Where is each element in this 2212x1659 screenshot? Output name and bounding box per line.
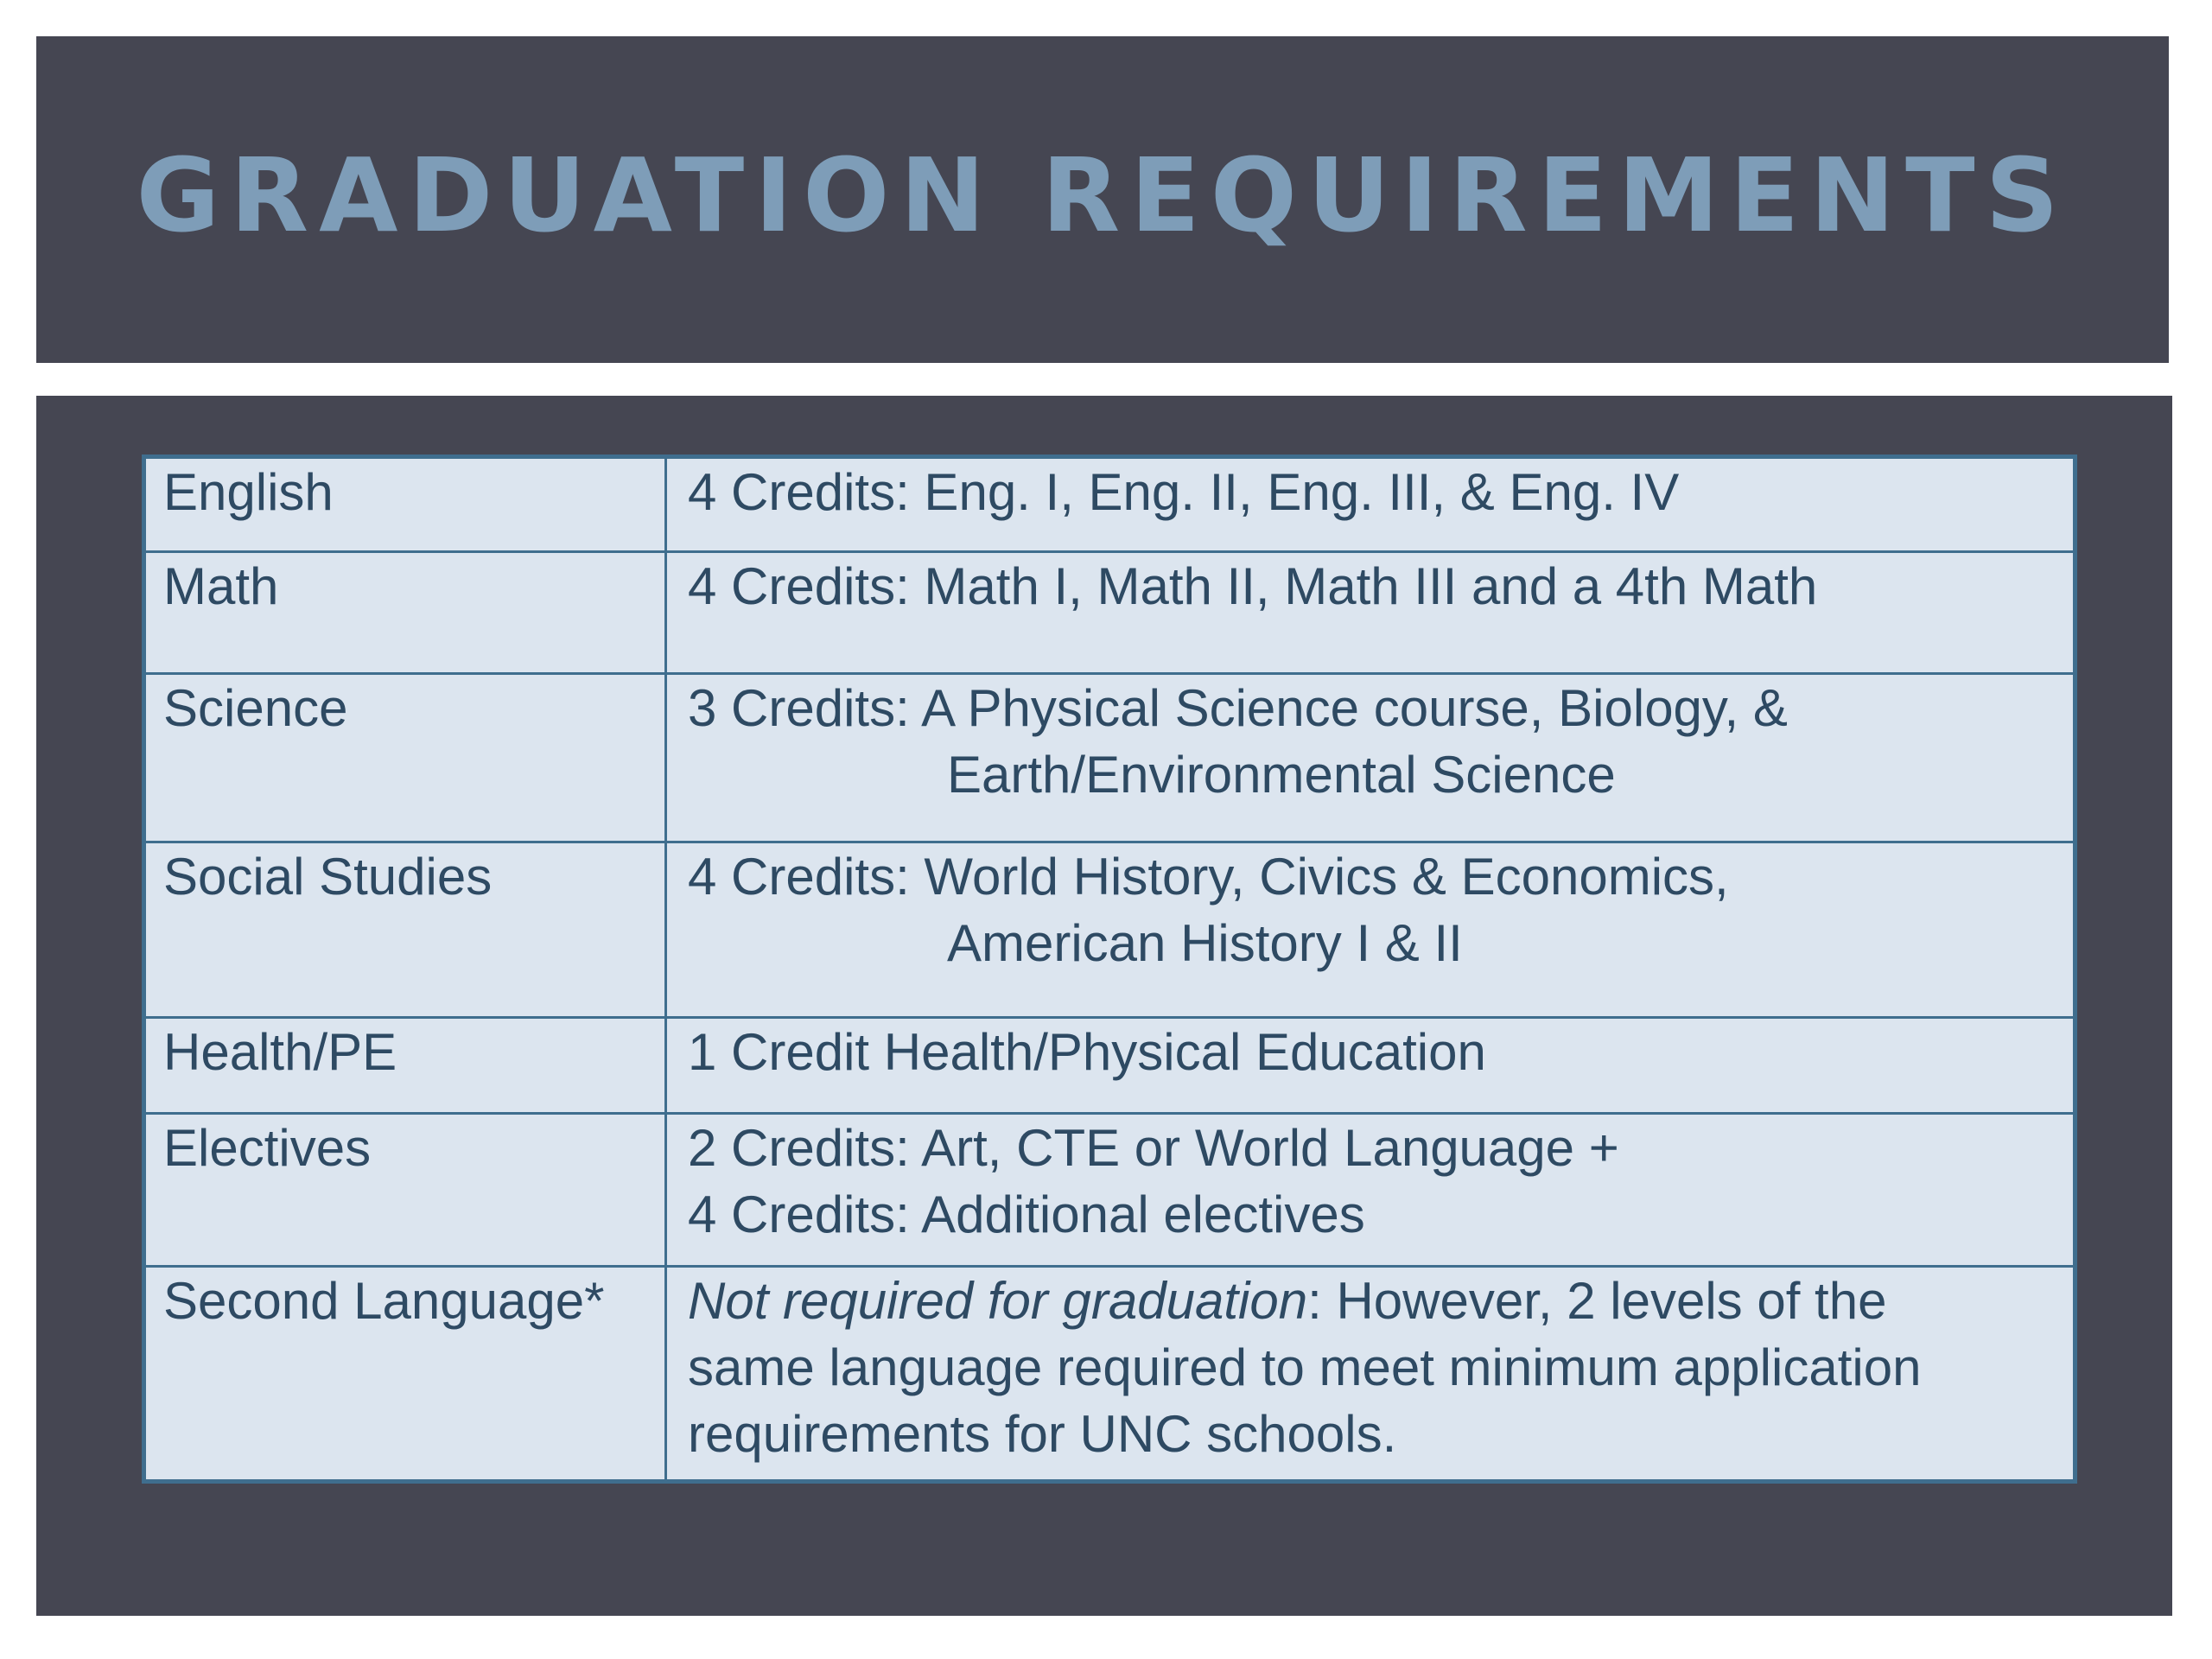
credits-line: 3 Credits: A Physical Science course, Biology, & xyxy=(688,679,1788,737)
table-row-english xyxy=(144,457,2075,552)
slide-title: GRADUATION REQUIREMENTS xyxy=(136,136,2069,255)
credits-cell xyxy=(666,1018,2075,1114)
credits-line: 4 Credits: Math I, Math II, Math III and a 4th Math xyxy=(688,557,1818,615)
table-row-second-language xyxy=(144,1267,2075,1482)
credits-line-continued: Earth/Environmental Science xyxy=(947,746,1616,804)
requirements-table xyxy=(142,454,2077,1484)
subject-cell: Science xyxy=(144,674,666,842)
table-row-electives xyxy=(144,1114,2075,1267)
table-row-health-pe xyxy=(144,1018,2075,1114)
table-row-math xyxy=(144,552,2075,674)
subject-cell: Health/PE xyxy=(144,1018,666,1114)
credits-cell xyxy=(666,1267,2075,1482)
credits-line: 4 Credits: Additional electives xyxy=(688,1185,1365,1243)
credits-line xyxy=(688,1268,2056,1334)
credits-cell xyxy=(666,674,2075,842)
however-text: : However, 2 levels of the xyxy=(1307,1272,1887,1330)
credits-cell xyxy=(666,552,2075,674)
credits-line: 2 Credits: Art, CTE or World Language + xyxy=(688,1119,1619,1177)
content-panel xyxy=(36,396,2172,1616)
credits-line: requirements for UNC schools. xyxy=(688,1405,1397,1463)
not-required-note: Not required for graduation xyxy=(688,1272,1308,1330)
credits-line: 1 Credit Health/Physical Education xyxy=(688,1023,1486,1081)
title-banner xyxy=(36,36,2169,363)
subject-cell: Math xyxy=(144,552,666,674)
credits-line: 4 Credits: World History, Civics & Economics, xyxy=(688,848,1729,906)
credits-line: 4 Credits: Eng. I, Eng. II, Eng. III, & Eng. IV xyxy=(688,463,1680,521)
table-row-science xyxy=(144,674,2075,842)
credits-line-continued: American History I & II xyxy=(947,914,1463,972)
credits-cell xyxy=(666,457,2075,552)
subject-cell: Electives xyxy=(144,1114,666,1267)
credits-cell xyxy=(666,1114,2075,1267)
table-row-social-studies xyxy=(144,842,2075,1018)
subject-cell: English xyxy=(144,457,666,552)
subject-cell: Second Language* xyxy=(144,1267,666,1482)
subject-cell: Social Studies xyxy=(144,842,666,1018)
credits-cell xyxy=(666,842,2075,1018)
credits-line: same language required to meet minimum application xyxy=(688,1338,1922,1396)
